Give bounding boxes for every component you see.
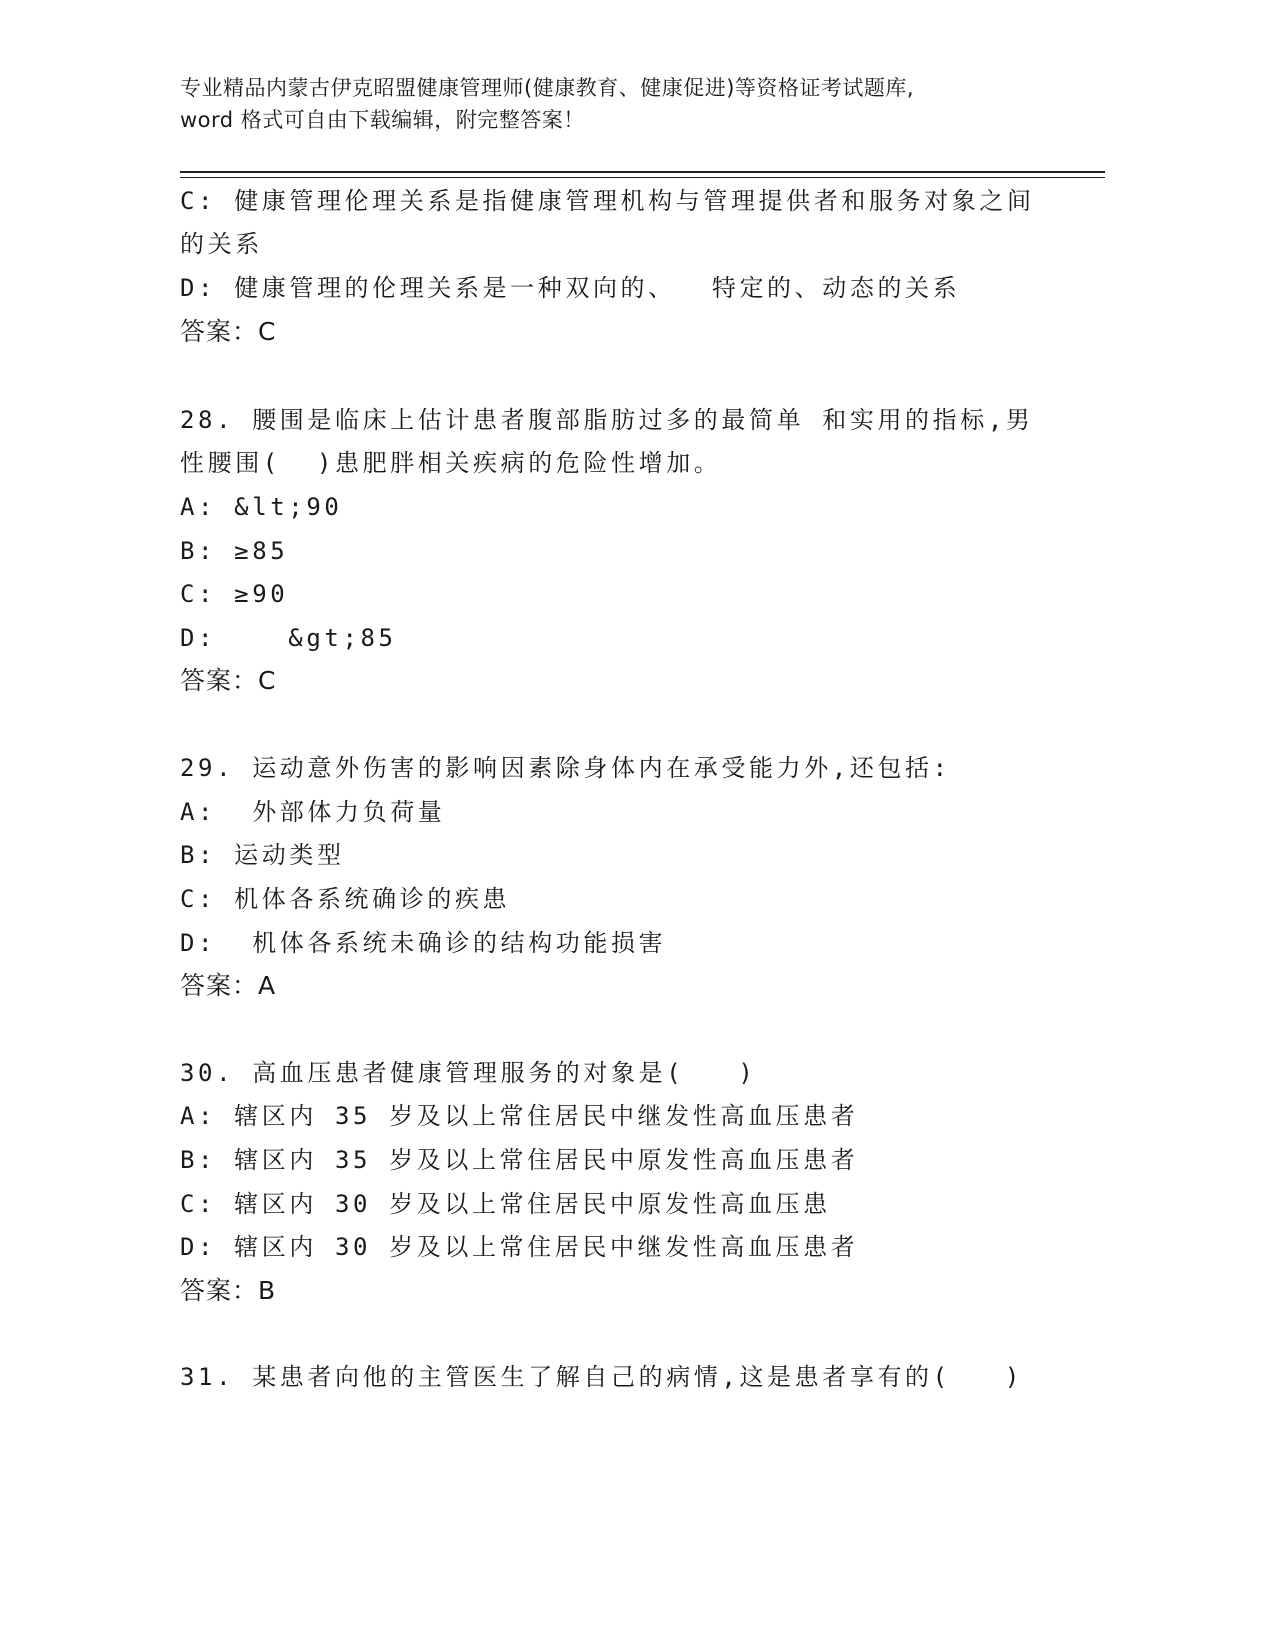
q28-stem-line2: 性腰围( )患肥胖相关疾病的危险性增加。 [180, 449, 722, 477]
q27-option-c-line2: 的关系 [180, 230, 263, 258]
header-title-line2: word 格式可自由下载编辑，附完整答案！ [180, 108, 585, 132]
q28-option-c: C: ≥90 [180, 580, 289, 608]
q30-answer: 答案：B [180, 1276, 277, 1305]
q29-option-a: A: 外部体力负荷量 [180, 798, 446, 826]
q27-option-c-line1: C: 健康管理伦理关系是指健康管理机构与管理提供者和服务对象之间 [180, 187, 1035, 215]
q28-answer: 答案：C [180, 666, 277, 695]
q28-option-d: D: &gt;85 [180, 624, 397, 652]
q28-option-b: B: ≥85 [180, 537, 289, 565]
q27-option-d: D: 健康管理的伦理关系是一种双向的、 特定的、动态的关系 [180, 274, 961, 302]
q31-stem: 31. 某患者向他的主管医生了解自己的病情,这是患者享有的( ) [180, 1363, 1023, 1391]
q28-option-a: A: &lt;90 [180, 493, 343, 521]
document-header [180, 72, 1080, 136]
header-divider-thick [180, 171, 1105, 173]
q30-option-c: C: 辖区内 30 岁及以上常住居民中原发性高血压患 [180, 1190, 831, 1218]
q29-option-d: D: 机体各系统未确诊的结构功能损害 [180, 929, 667, 957]
q30-stem: 30. 高血压患者健康管理服务的对象是( ) [180, 1059, 757, 1087]
header-title-line1: 专业精品内蒙古伊克昭盟健康管理师(健康教育、健康促进)等资格证考试题库, [180, 76, 915, 100]
q27-answer: 答案：C [180, 317, 277, 346]
q30-option-a: A: 辖区内 35 岁及以上常住居民中继发性高血压患者 [180, 1102, 859, 1130]
q29-option-c: C: 机体各系统确诊的疾患 [180, 885, 511, 913]
header-divider-thin [180, 177, 1105, 178]
q30-option-b: B: 辖区内 35 岁及以上常住居民中原发性高血压患者 [180, 1146, 859, 1174]
q29-stem: 29. 运动意外伤害的影响因素除身体内在承受能力外,还包括: [180, 754, 951, 782]
q28-stem-line1: 28. 腰围是临床上估计患者腹部脂肪过多的最简单 和实用的指标,男 [180, 406, 1034, 434]
q29-answer: 答案：A [180, 971, 277, 1000]
q29-option-b: B: 运动类型 [180, 841, 345, 869]
q30-option-d: D: 辖区内 30 岁及以上常住居民中继发性高血压患者 [180, 1233, 859, 1261]
